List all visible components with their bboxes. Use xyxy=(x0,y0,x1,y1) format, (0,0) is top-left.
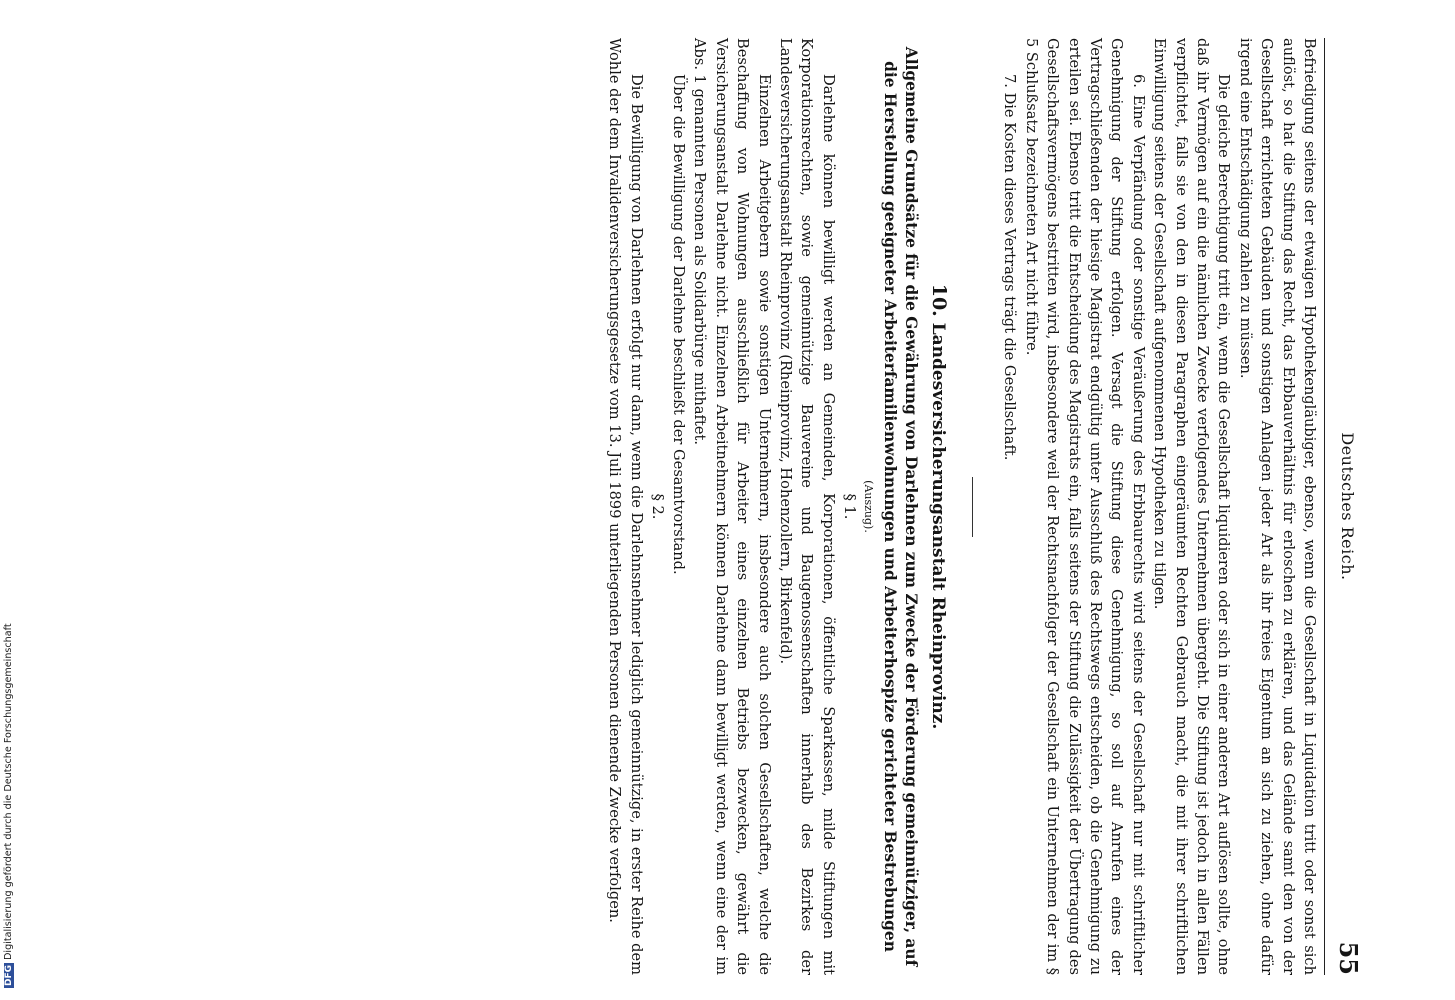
book-page xyxy=(110,0,1365,995)
article-subtitle: Allgemeine Grundsätze für die Gewährung von Darlehnen zum Zwecke der Förderung gemeinnütziger, auf die Herstellung geeigneter Arbeiterfamilienwohnungen und Arbeiterhospize gerichteter Bestrebungen xyxy=(881,46,920,967)
page-number: 55 xyxy=(1334,941,1363,975)
section-heading-1: § 1. xyxy=(840,493,858,520)
section1-paragraph: Einzelnen Arbeitgebern sowie sonstigen Unternehmern, insbesondere auch solchen Gesellschaften, welche die Beschaffung von Wohnungen ausschließlich für Arbeiter eines einzelnen Betriebs bezwecken, gewährt die Versicherungsanstalt Darlehne nicht. Einzelnen Arbeitnehmern können Darlehne dann bewilligt werden, wenn eine der im Abs. 1 genannten Personen als Solidarbürge mithaftet. xyxy=(691,38,773,975)
dfg-logo: DFG xyxy=(4,964,14,986)
digitization-text: Digitalisierung gefördert durch die Deutsche Forschungsgemeinschaft xyxy=(3,623,14,960)
section2-paragraph: Die Bewilligung von Darlehnen erfolgt nur dann, wenn die Darlehnsnehmer lediglich gemeinnützige, in erster Reihe dem Wohle der dem Invalidenversicherungsgesetze vom 13. Juli 1899 unterliegenden Personen dienende Zwecke verfolgen. xyxy=(606,38,645,975)
section-separator xyxy=(972,477,973,537)
article-note: (Auszug). xyxy=(861,480,875,533)
page-header xyxy=(1324,38,1365,975)
section1-paragraph: Darlehne können bewilligt werden an Gemeinden, Korporationen, öffentliche Sparkassen, milde Stiftungen mit Korporationsrechten, sowie gemeinnützige Bauvereine und Baugenossenschaften innerhalb des Bezirkes der Landesversicherungsanstalt Rheinprovinz (Rheinprovinz, Hohenzollern, Birkenfeld). xyxy=(777,38,837,975)
paragraph-continuation: Befriedigung seitens der etwaigen Hypothekengläubiger, ebenso, wenn die Gesellschaft in Liquidation tritt oder sonst sich auflöst, so hat die Stiftung das Recht, das Erbbauverhältnis für erloschen zu erklären, und das Gelände samt den von der Gesellschaft errichteten Gebäuden und sonstigen Anlagen jeder Art als ihr freies Eigentum an sich zu ziehen, ohne dafür irgend eine Entschädigung zahlen zu müssen. xyxy=(1236,38,1318,975)
section1-paragraph: Über die Bewilligung der Darlehne beschließt der Gesamtvorstand. xyxy=(670,74,688,575)
paragraph-clause-7: 7. Die Kosten dieses Vertrags trägt die Gesellschaft. xyxy=(1001,74,1019,461)
paragraph-berechtigung: Die gleiche Berechtigung tritt ein, wenn die Gesellschaft liquidieren oder sich in einer anderen Art auflösen sollte, ohne daß ihr Vermögen auf ein die nämlichen Zwecke verfolgendes Unternehmen übergeht. Die Stiftung ist jedoch in allen Fällen verpflichtet, falls sie von den in diesen Paragraphen eingeräumten Rechten Gebrauch macht, die mit ihrer schriftlichen Einwilligung seitens der Gesellschaft aufgenommenen Hypotheken zu tilgen. xyxy=(1151,38,1233,975)
digitization-note xyxy=(3,598,14,988)
article-number: 10. xyxy=(927,283,950,317)
section-heading-2: § 2. xyxy=(648,493,666,520)
digitization-strip xyxy=(0,0,22,1000)
paragraph-clause-6: 6. Eine Verpfändung oder sonstige Veräußerung des Erbbaurechts wird seitens der Gesellschaft nur mit schriftlicher Genehmigung der Stiftung erfolgen. Versagt die Stiftung diese Genehmigung, so soll auf Anrufen eines der Vertragschließenden der hiesige Magistrat endgültig unter Ausschluß des Rechtswegs entscheiden, ob die Genehmigung zu erteilen sei. Ebenso tritt die Entscheidung des Magistrats ein, falls seitens der Stiftung die Zulässigkeit der Übertragung des Gesellschaftsvermögens bestritten wird, insbesondere weil der Rechtsnachfolger der Gesellschaft ein Unternehmen der im § 5 Schlußsatz bezeichneten Art nicht führe. xyxy=(1022,38,1147,975)
article-title xyxy=(927,38,950,975)
running-title: Deutsches Reich. xyxy=(1338,432,1357,581)
article-title-text: Landesversicherungsanstalt Rheinprovinz. xyxy=(927,322,948,730)
